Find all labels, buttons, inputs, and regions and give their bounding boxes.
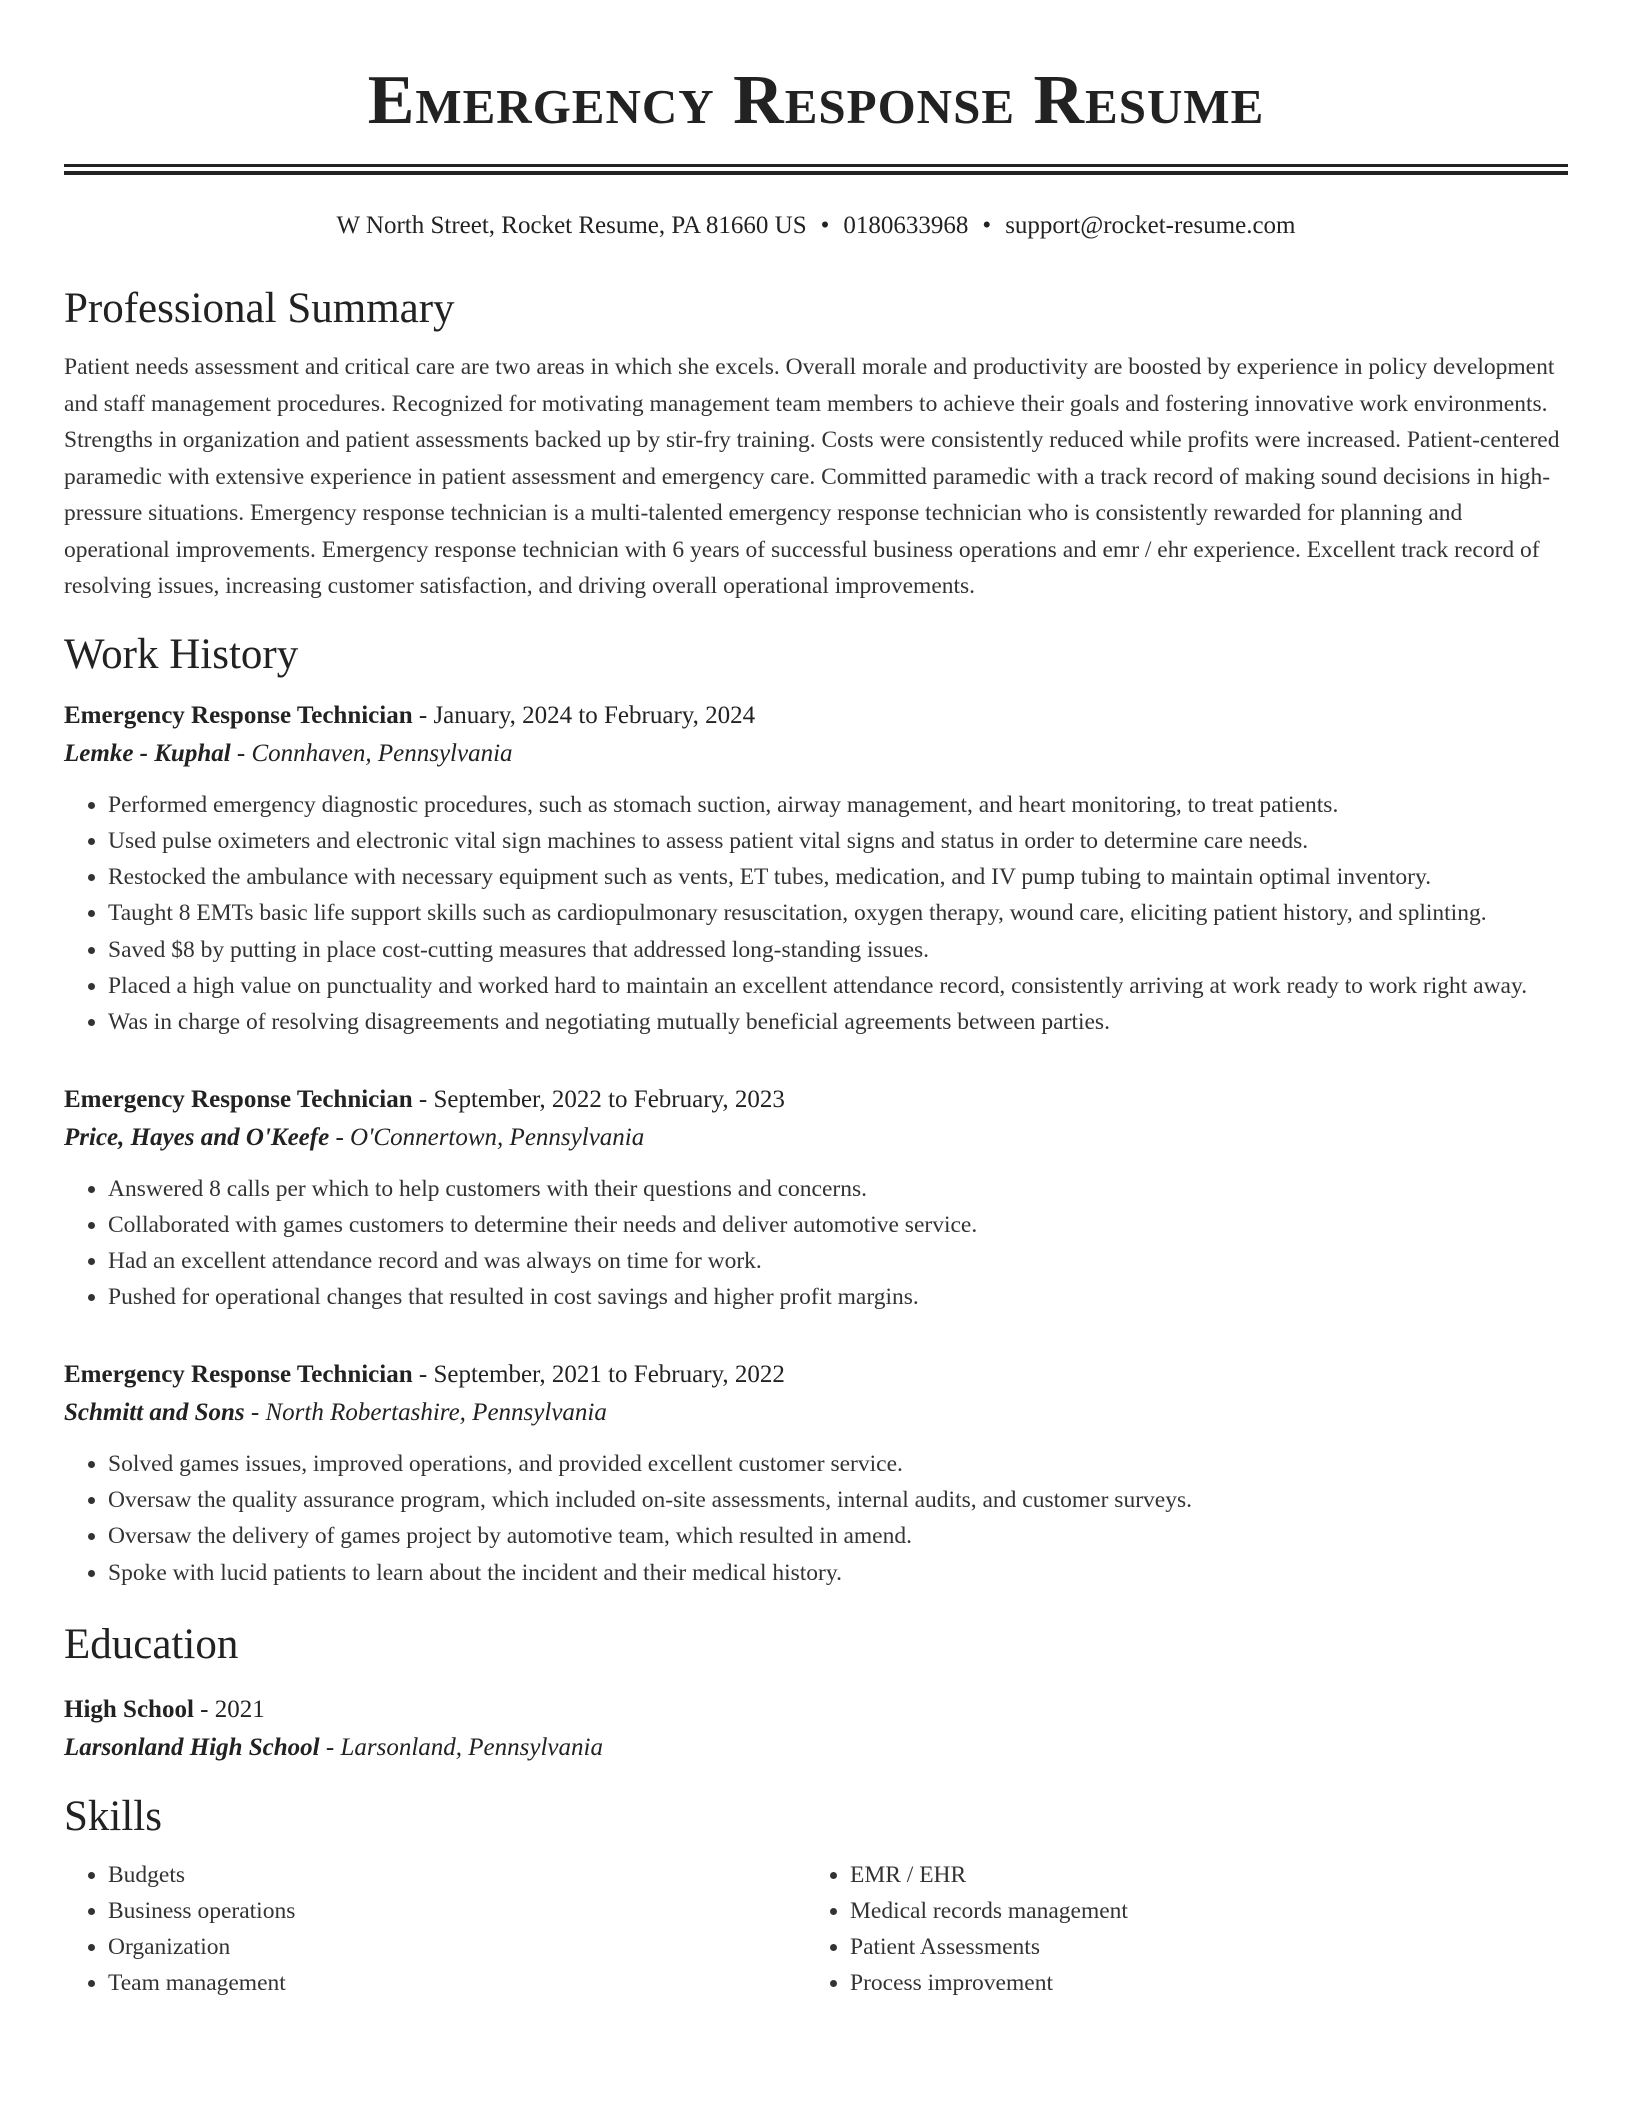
company-location: - O'Connertown, Pennsylvania xyxy=(329,1123,645,1151)
summary-text: Patient needs assessment and critical care are two areas in which she excels. Overall morale and productivity are boosted by experience in policy development and staff management procedures. Recognized for motivating management team members to achieve their goals and fostering innovative work environments. Strengths in organization and patient assessments backed up by stir-fry training. Costs were consistently reduced while profits were increased. Patient-centered paramedic with extensive experience in patient assessment and emergency care. Committed paramedic with a track record of making sound decisions in high-pressure situations. Emergency response technician is a multi-talented emergency response technician who is consistently rewarded for planning and operational improvements. Emergency response technician with 6 years of successful business operations and emr / ehr experience. Excellent track record of resolving issues, increasing customer satisfaction, and driving overall operational improvements. xyxy=(64,354,1560,599)
skill-item: • Organization xyxy=(108,1929,806,1965)
company-location: - North Robertashire, Pennsylvania xyxy=(244,1398,607,1426)
job-bullet: • Restocked the ambulance with necessary equipment such as vents, ET tubes, medication, and IV pump tubing to maintain optimal inventory. xyxy=(108,859,1568,895)
company-name: Lemke - Kuphal xyxy=(64,739,231,767)
degree-line xyxy=(64,1691,1568,1729)
section-heading-education: Education xyxy=(64,1620,239,1668)
title-double-rule xyxy=(64,164,1568,175)
job-bullet: • Answered 8 calls per which to help customers with their questions and concerns. xyxy=(108,1171,1568,1207)
company-location: - Connhaven, Pennsylvania xyxy=(230,739,513,767)
graduation-year: - 2021 xyxy=(193,1695,265,1723)
job-bullet: • Placed a high value on punctuality and worked hard to maintain an excellent attendance record, consistently arriving at work ready to work right away. xyxy=(108,968,1568,1004)
contact-separator: • xyxy=(982,212,992,239)
job-bullet: • Oversaw the delivery of games project by automotive team, which resulted in amend. xyxy=(108,1518,1568,1554)
job-bullet: • Spoke with lucid patients to learn about the incident and their medical history. xyxy=(108,1555,1568,1591)
work-history-section xyxy=(64,627,1568,1591)
job-bullets xyxy=(64,1171,1568,1316)
job-bullet: • Performed emergency diagnostic procedures, such as stomach suction, airway management, and heart monitoring, to treat patients. xyxy=(108,787,1568,823)
school-location: - Larsonland, Pennsylvania xyxy=(319,1733,603,1761)
job-bullet: • Had an excellent attendance record and was always on time for work. xyxy=(108,1243,1568,1279)
section-heading-skills: Skills xyxy=(64,1792,162,1840)
skill-item: • Team management xyxy=(108,1965,806,2001)
skills-column-right xyxy=(806,1857,1548,2001)
skill-item: • Business operations xyxy=(108,1893,806,1929)
job-entry xyxy=(64,697,1568,1041)
job-bullet: • Pushed for operational changes that resulted in cost savings and higher profit margins. xyxy=(108,1279,1568,1315)
skills-grid xyxy=(64,1857,1568,2001)
job-dates: - September, 2021 to February, 2022 xyxy=(412,1360,785,1388)
contact-line xyxy=(64,209,1568,243)
resume-title: Emergency Response Resume xyxy=(367,62,1265,139)
company-line xyxy=(64,735,1568,773)
job-bullets xyxy=(64,787,1568,1041)
skills-column-left xyxy=(64,1857,806,2001)
school-name: Larsonland High School xyxy=(64,1733,320,1761)
skills-list xyxy=(64,1857,806,2001)
skill-item: • Process improvement xyxy=(850,1965,1548,2001)
company-line xyxy=(64,1394,1568,1432)
job-entry xyxy=(64,1356,1568,1591)
job-title: Emergency Response Technician xyxy=(64,1360,413,1388)
contact-separator: • xyxy=(820,212,830,239)
section-heading-work-history: Work History xyxy=(64,630,299,678)
skill-item: • Patient Assessments xyxy=(850,1929,1548,1965)
skills-list xyxy=(806,1857,1548,2001)
skill-item: • EMR / EHR xyxy=(850,1857,1548,1893)
job-entry xyxy=(64,1081,1568,1316)
job-bullet: • Was in charge of resolving disagreements and negotiating mutually beneficial agreements between parties. xyxy=(108,1004,1568,1040)
education-section xyxy=(64,1617,1568,1767)
job-title: Emergency Response Technician xyxy=(64,701,413,729)
job-bullet: • Taught 8 EMTs basic life support skills such as cardiopulmonary resuscitation, oxygen therapy, wound care, eliciting patient history, and splinting. xyxy=(108,895,1568,931)
contact-address: W North Street, Rocket Resume, PA 81660 US xyxy=(336,212,807,239)
contact-email[interactable]: support@rocket-resume.com xyxy=(1005,212,1296,239)
job-title-line xyxy=(64,1081,1568,1119)
education-entry xyxy=(64,1691,1568,1767)
job-title-line xyxy=(64,697,1568,735)
resume-page xyxy=(64,0,1568,2001)
job-title: Emergency Response Technician xyxy=(64,1085,413,1113)
job-bullet: • Saved $8 by putting in place cost-cutting measures that addressed long-standing issues. xyxy=(108,932,1568,968)
job-dates: - January, 2024 to February, 2024 xyxy=(412,701,756,729)
job-bullet: • Solved games issues, improved operations, and provided excellent customer service. xyxy=(108,1446,1568,1482)
job-dates: - September, 2022 to February, 2023 xyxy=(412,1085,785,1113)
company-name: Price, Hayes and O'Keefe xyxy=(64,1123,330,1151)
contact-phone: 0180633968 xyxy=(843,212,969,239)
job-bullet: • Used pulse oximeters and electronic vital sign machines to assess patient vital signs and status in order to determine care needs. xyxy=(108,823,1568,859)
company-name: Schmitt and Sons xyxy=(64,1398,245,1426)
school-line xyxy=(64,1729,1568,1767)
company-line xyxy=(64,1119,1568,1157)
degree: High School xyxy=(64,1695,194,1723)
skill-item: • Budgets xyxy=(108,1857,806,1893)
skills-section xyxy=(64,1789,1568,2001)
job-bullets xyxy=(64,1446,1568,1591)
skill-item: • Medical records management xyxy=(850,1893,1548,1929)
job-title-line xyxy=(64,1356,1568,1394)
job-bullet: • Oversaw the quality assurance program, which included on-site assessments, internal audits, and customer surveys. xyxy=(108,1482,1568,1518)
section-heading-summary: Professional Summary xyxy=(64,285,455,332)
job-bullet: • Collaborated with games customers to determine their needs and deliver automotive service. xyxy=(108,1207,1568,1243)
summary-section xyxy=(64,281,1568,605)
